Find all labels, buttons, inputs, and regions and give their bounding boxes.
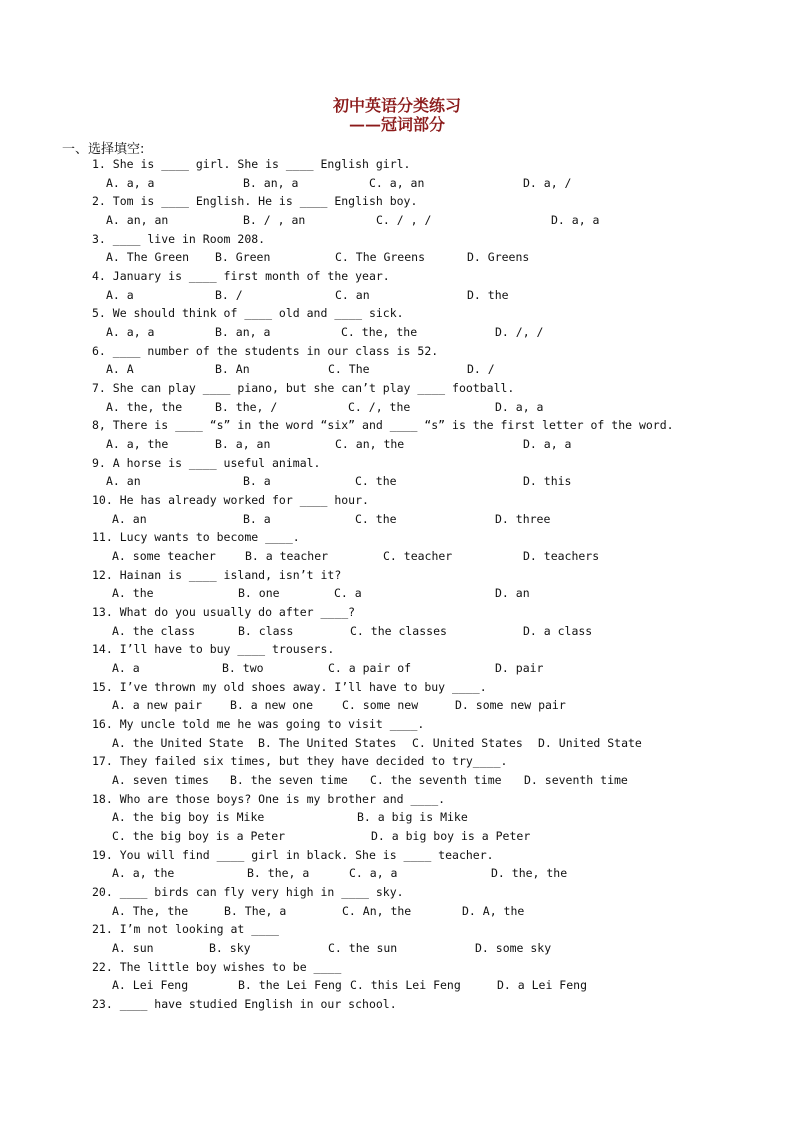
question-7-option: A. the, the bbox=[106, 400, 183, 414]
question-4-option: C. an bbox=[335, 288, 370, 302]
question-18-option: D. a big boy is a Peter bbox=[371, 829, 531, 843]
question-16-option: D. United State bbox=[538, 736, 642, 750]
question-19-option: C. a, a bbox=[349, 866, 398, 880]
question-6-option: A. A bbox=[106, 362, 134, 376]
question-15-option: B. a new one bbox=[230, 698, 314, 712]
question-3: 3. ____ live in Room 208. bbox=[92, 232, 266, 246]
question-20-option: C. An, the bbox=[342, 904, 412, 918]
question-10-option: A. an bbox=[112, 512, 147, 526]
question-4-option: D. the bbox=[467, 288, 509, 302]
question-10-option: C. the bbox=[355, 512, 397, 526]
question-12-option: B. one bbox=[238, 586, 280, 600]
question-18-option: B. a big is Mike bbox=[357, 810, 468, 824]
question-21-option: B. sky bbox=[209, 941, 251, 955]
question-4: 4. January is ____ first month of the year. bbox=[92, 269, 390, 283]
question-17-option: B. the seven time bbox=[230, 773, 348, 787]
page-subtitle: ——冠词部分 bbox=[348, 115, 445, 134]
question-19: 19. You will find ____ girl in black. She is ____ teacher. bbox=[92, 848, 494, 862]
question-15-option: A. a new pair bbox=[112, 698, 203, 712]
question-4-option: A. a bbox=[106, 288, 134, 302]
question-13: 13. What do you usually do after ____? bbox=[92, 605, 356, 619]
question-21-option: D. some sky bbox=[475, 941, 552, 955]
question-11-option: D. teachers bbox=[523, 549, 600, 563]
question-17-option: A. seven times bbox=[112, 773, 209, 787]
question-8-option: C. an, the bbox=[335, 437, 405, 451]
question-13-option: A. the class bbox=[112, 624, 196, 638]
question-4-option: B. / bbox=[215, 288, 243, 302]
question-18-option: A. the big boy is Mike bbox=[112, 810, 265, 824]
question-1-option: D. a, / bbox=[523, 176, 572, 190]
question-11-option: C. teacher bbox=[383, 549, 453, 563]
question-21-option: A. sun bbox=[112, 941, 154, 955]
question-15-option: D. some new pair bbox=[455, 698, 566, 712]
question-22: 22. The little boy wishes to be ____ bbox=[92, 960, 342, 974]
question-5: 5. We should think of ____ old and ____ sick. bbox=[92, 306, 404, 320]
question-19-option: A. a, the bbox=[112, 866, 175, 880]
question-9-option: C. the bbox=[355, 474, 397, 488]
question-14-option: B. two bbox=[222, 661, 264, 675]
question-1-option: A. a, a bbox=[106, 176, 155, 190]
question-13-option: C. the classes bbox=[350, 624, 447, 638]
question-5-option: B. an, a bbox=[215, 325, 271, 339]
question-12-option: D. an bbox=[495, 586, 530, 600]
question-3-option: C. The Greens bbox=[335, 250, 426, 264]
question-23: 23. ____ have studied English in our school. bbox=[92, 997, 397, 1011]
question-9-option: B. a bbox=[243, 474, 271, 488]
question-3-option: B. Green bbox=[215, 250, 271, 264]
question-9-option: A. an bbox=[106, 474, 141, 488]
question-2-option: C. / , / bbox=[376, 213, 432, 227]
question-1: 1. She is ____ girl. She is ____ English girl. bbox=[92, 157, 411, 171]
question-14-option: C. a pair of bbox=[328, 661, 412, 675]
question-5-option: D. /, / bbox=[495, 325, 544, 339]
question-16-option: C. United States bbox=[412, 736, 523, 750]
question-6-option: D. / bbox=[467, 362, 495, 376]
question-11-option: B. a teacher bbox=[245, 549, 329, 563]
question-16-option: B. The United States bbox=[258, 736, 397, 750]
question-8-option: A. a, the bbox=[106, 437, 169, 451]
question-8-option: B. a, an bbox=[215, 437, 271, 451]
question-11-option: A. some teacher bbox=[112, 549, 216, 563]
question-12-option: A. the bbox=[112, 586, 154, 600]
question-5-option: C. the, the bbox=[341, 325, 418, 339]
question-16: 16. My uncle told me he was going to visit ____. bbox=[92, 717, 425, 731]
question-1-option: B. an, a bbox=[243, 176, 299, 190]
question-9-option: D. this bbox=[523, 474, 572, 488]
question-22-option: B. the Lei Feng bbox=[238, 978, 342, 992]
question-6-option: C. The bbox=[328, 362, 370, 376]
question-8-option: D. a, a bbox=[523, 437, 572, 451]
question-13-option: D. a class bbox=[523, 624, 593, 638]
question-7-option: D. a, a bbox=[495, 400, 544, 414]
question-15-option: C. some new bbox=[342, 698, 419, 712]
question-7-option: B. the, / bbox=[215, 400, 278, 414]
question-20-option: D. A, the bbox=[462, 904, 525, 918]
question-15: 15. I’ve thrown my old shoes away. I’ll have to buy ____. bbox=[92, 680, 487, 694]
question-1-option: C. a, an bbox=[369, 176, 425, 190]
question-16-option: A. the United State bbox=[112, 736, 244, 750]
question-10-option: D. three bbox=[495, 512, 551, 526]
question-18-option: C. the big boy is a Peter bbox=[112, 829, 286, 843]
question-20-option: A. The, the bbox=[112, 904, 189, 918]
question-12-option: C. a bbox=[334, 586, 362, 600]
question-9: 9. A horse is ____ useful animal. bbox=[92, 456, 321, 470]
question-22-option: C. this Lei Feng bbox=[350, 978, 461, 992]
question-3-option: A. The Green bbox=[106, 250, 190, 264]
question-6: 6. ____ number of the students in our class is 52. bbox=[92, 344, 439, 358]
question-17-option: D. seventh time bbox=[524, 773, 628, 787]
question-2: 2. Tom is ____ English. He is ____ English boy. bbox=[92, 194, 418, 208]
question-3-option: D. Greens bbox=[467, 250, 530, 264]
question-11: 11. Lucy wants to become ____. bbox=[92, 530, 300, 544]
question-17-option: C. the seventh time bbox=[370, 773, 502, 787]
question-14-option: A. a bbox=[112, 661, 140, 675]
question-6-option: B. An bbox=[215, 362, 250, 376]
question-5-option: A. a, a bbox=[106, 325, 155, 339]
question-20-option: B. The, a bbox=[224, 904, 287, 918]
question-17: 17. They failed six times, but they have decided to try____. bbox=[92, 754, 508, 768]
question-10: 10. He has already worked for ____ hour. bbox=[92, 493, 369, 507]
question-22-option: A. Lei Feng bbox=[112, 978, 189, 992]
question-21: 21. I’m not looking at ____ bbox=[92, 922, 279, 936]
page-title: 初中英语分类练习 bbox=[332, 96, 461, 115]
question-14: 14. I’ll have to buy ____ trousers. bbox=[92, 642, 335, 656]
section-heading: 一、选择填空: bbox=[62, 142, 145, 157]
question-7-option: C. /, the bbox=[348, 400, 411, 414]
question-2-option: A. an, an bbox=[106, 213, 169, 227]
question-7: 7. She can play ____ piano, but she can’t play ____ football. bbox=[92, 381, 515, 395]
question-8: 8, There is ____ “s” in the word “six” and ____ “s” is the first letter of the word. bbox=[92, 418, 674, 432]
question-20: 20. ____ birds can fly very high in ____ sky. bbox=[92, 885, 404, 899]
question-2-option: D. a, a bbox=[551, 213, 600, 227]
question-10-option: B. a bbox=[243, 512, 271, 526]
question-12: 12. Hainan is ____ island, isn’t it? bbox=[92, 568, 342, 582]
question-22-option: D. a Lei Feng bbox=[497, 978, 588, 992]
question-21-option: C. the sun bbox=[328, 941, 398, 955]
question-2-option: B. / , an bbox=[243, 213, 306, 227]
question-18: 18. Who are those boys? One is my brother and ____. bbox=[92, 792, 446, 806]
question-19-option: B. the, a bbox=[247, 866, 310, 880]
question-13-option: B. class bbox=[238, 624, 294, 638]
question-14-option: D. pair bbox=[495, 661, 544, 675]
question-19-option: D. the, the bbox=[491, 866, 568, 880]
